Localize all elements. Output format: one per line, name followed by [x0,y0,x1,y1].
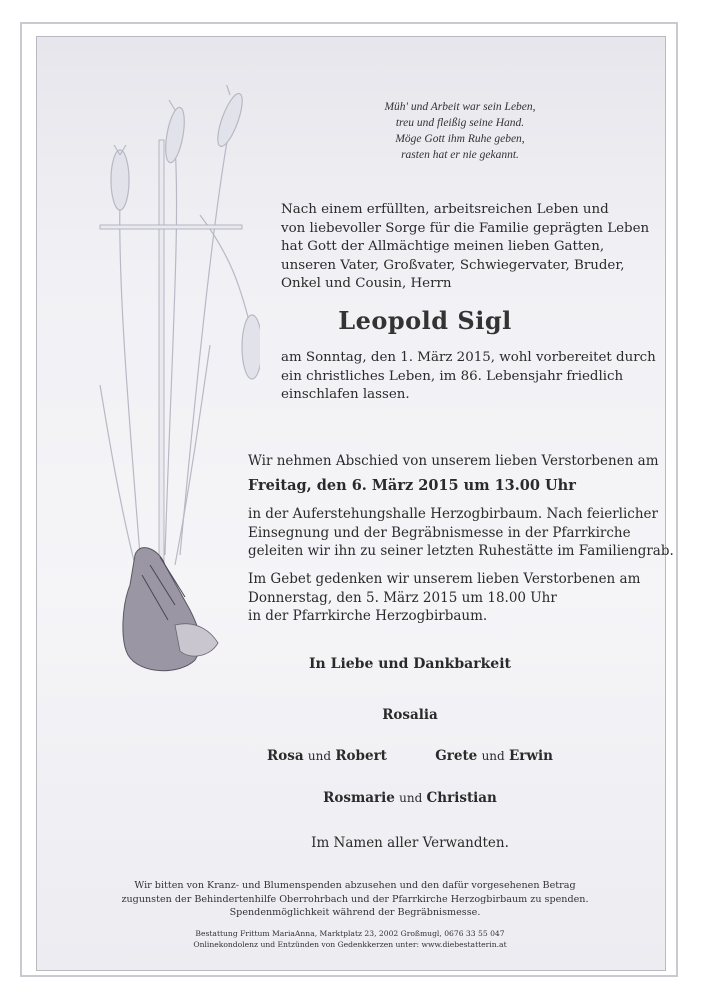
praying-hands-icon [123,548,218,671]
signature-person: Grete [435,748,478,764]
intro-line: Nach einem erfüllten, arbeitsreichen Leben und [281,202,609,217]
and-word: und [399,791,423,805]
motto-line: Möge Gott ihm Ruhe geben, [395,133,525,145]
donation-line: Wir bitten von Kranz- und Blumenspenden abzusehen und den dafür vorgesehenen Betrag [134,880,576,891]
farewell-intro [248,452,659,471]
signature-couples [200,748,620,764]
farewell-line: in der Auferstehungshalle Herzogbirbaum. Nach feierlicher [248,506,658,522]
deceased-name: Leopold Sigl [338,306,512,335]
death-line: einschlafen lassen. [281,387,410,402]
prayer-text [248,570,640,626]
undertaker-footer [160,928,540,950]
and-word: und [307,749,332,763]
farewell-line: geleiten wir ihn zu seiner letzten Ruhestätte im Familiengrab. [248,543,674,559]
signature-person: Rosa [267,748,304,764]
death-text [281,349,656,405]
funeral-date-line: Freitag, den 6. März 2015 um 13.00 Uhr [248,477,576,494]
signature-person: Robert [335,748,387,764]
motto-line: rasten hat er nie gekannt. [401,149,519,161]
farewell-body [248,505,674,561]
signature-person: Rosmarie [323,790,395,806]
signature-couple-3 [200,790,620,806]
donation-line: zugunsten der Behindertenhilfe Oberrohrbach und der Pfarrkirche Herzogbirbaum zu spenden. [121,893,589,905]
signature-person: Erwin [509,748,553,764]
and-word: und [481,749,505,763]
motto-poem [330,99,590,163]
signature-couple [435,748,553,764]
intro-line: unseren Vater, Großvater, Schwiegervater, Bruder, [281,257,625,273]
farewell-line: Einsegnung und der Begräbnismesse in der Pfarrkirche [248,524,631,541]
relatives-line: Im Namen aller Verwandten. [311,835,509,851]
death-line: ein christliches Leben, im 86. Lebensjahr friedlich [281,368,624,384]
intro-line: Onkel und Cousin, Herrn [281,276,452,291]
prayer-line: Donnerstag, den 5. März 2015 um 18.00 Uhr [248,589,557,606]
prayer-line: in der Pfarrkirche Herzogbirbaum. [248,608,488,624]
death-line: am Sonntag, den 1. März 2015, wohl vorbereitet durch [281,350,656,365]
prayer-line: Im Gebet gedenken wir unserem lieben Verstorbenen am [248,571,641,587]
signature-wife: Rosalia [382,707,438,723]
motto-line: Müh' und Arbeit war sein Leben, [384,101,536,113]
intro-line: hat Gott der Allmächtige meinen lieben Gatten, [281,239,605,254]
intro-line: von liebevoller Sorge für die Familie geprägten Leben [281,220,650,236]
footer-line: Bestattung Frittum MariaAnna, Marktplatz 23, 2002 Großmugl, 0676 33 55 047 [195,929,505,938]
intro-text [281,201,649,294]
motto-line: treu und fleißig seine Hand. [395,117,525,129]
signature-couple [267,748,387,764]
funeral-date [248,477,576,496]
signature-person: Christian [426,790,497,806]
footer-line: Onlinekondolenz und Entzünden von Gedenkkerzen unter: www.diebestatterin.at [193,940,507,949]
donation-line: Spendenmöglichkeit während der Begräbnismesse. [229,907,481,918]
decoration-illustration [80,85,260,685]
farewell-intro-line: Wir nehmen Abschied von unserem lieben Verstorbenen am [248,453,659,469]
closing-line: In Liebe und Dankbarkeit [309,656,511,672]
donation-note [120,879,590,920]
wheat-ears-icon [100,85,260,565]
